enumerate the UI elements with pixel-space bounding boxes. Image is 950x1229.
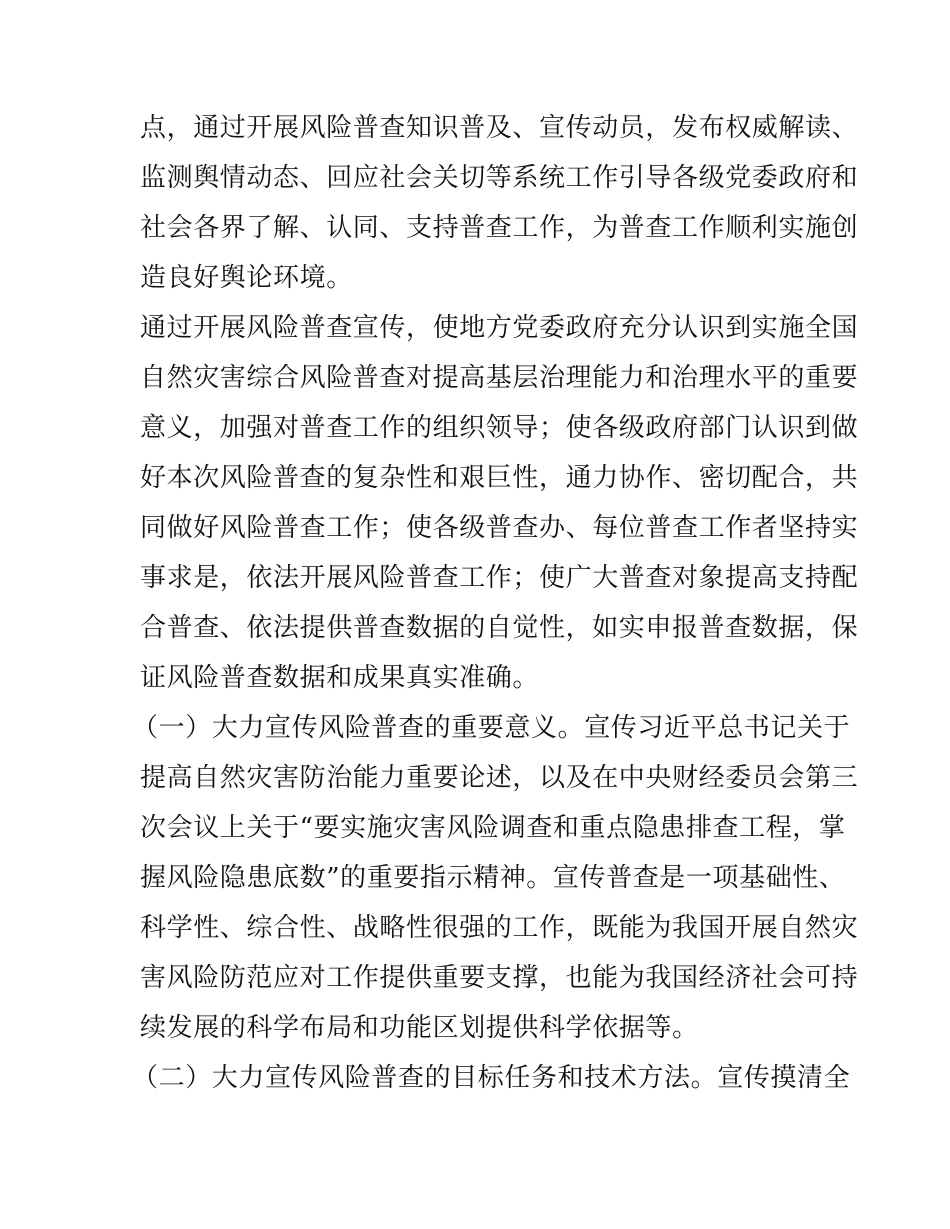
text-line: 造良好舆论环境。: [140, 263, 353, 293]
text-line: 社会各界了解、认同、支持普查工作，为普查工作顺利实施创: [140, 213, 859, 243]
paragraph-4-section-two: [132, 1053, 851, 1103]
text-line: 续发展的科学布局和功能区划提供科学依据等。: [140, 1013, 699, 1043]
text-line: 监测舆情动态、回应社会关切等系统工作引导各级党委政府和: [140, 163, 859, 193]
text-line: 好本次风险普查的复杂性和艰巨性，通力协作、密切配合，共: [140, 463, 859, 493]
text-line: 事求是，依法开展风险普查工作；使广大普查对象提高支持配: [140, 563, 859, 593]
text-line: 害风险防范应对工作提供重要支撑，也能为我国经济社会可持: [140, 963, 859, 993]
text-line: 科学性、综合性、战略性很强的工作，既能为我国开展自然灾: [140, 913, 859, 943]
text-line: 通过开展风险普查宣传，使地方党委政府充分认识到实施全国: [140, 313, 859, 343]
text-line: 次会议上关于“要实施灾害风险调查和重点隐患排查工程，掌: [140, 813, 846, 843]
text-line: 意义，加强对普查工作的组织领导；使各级政府部门认识到做: [140, 413, 859, 443]
text-line: 证风险普查数据和成果真实准确。: [140, 663, 540, 693]
text-line: 同做好风险普查工作；使各级普查办、每位普查工作者坚持实: [140, 513, 859, 543]
text-line: 点，通过开展风险普查知识普及、宣传动员，发布权威解读、: [140, 113, 859, 143]
text-line: 握风险隐患底数”的重要指示精神。宣传普查是一项基础性、: [140, 863, 846, 893]
paragraph-1: [140, 103, 859, 303]
text-line: 合普查、依法提供普查数据的自觉性，如实申报普查数据，保: [140, 613, 859, 643]
section-heading-line: （一）大力宣传风险普查的重要意义。宣传习近平总书记关于: [132, 713, 851, 743]
section-heading-line: （二）大力宣传风险普查的目标任务和技术方法。宣传摸清全: [132, 1063, 851, 1093]
text-line: 自然灾害综合风险普查对提高基层治理能力和治理水平的重要: [140, 363, 859, 393]
paragraph-3-section-one: [132, 703, 859, 1053]
text-line: 提高自然灾害防治能力重要论述，以及在中央财经委员会第三: [140, 763, 859, 793]
paragraph-2: [140, 303, 859, 703]
document-body: [132, 103, 859, 1103]
